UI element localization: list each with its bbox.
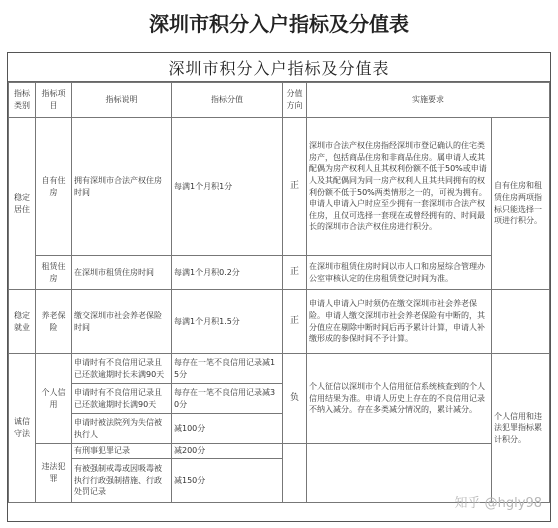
desc-credit-3: 申请时被法院列为失信被执行人 <box>72 414 172 444</box>
item-pension: 养老保险 <box>36 290 72 354</box>
dir-own-housing: 正 <box>283 118 307 256</box>
desc-credit-2: 申请时有不良信用记录且已还款逾期时长满90天 <box>72 384 172 414</box>
table-row <box>9 444 550 459</box>
category-stable-work: 稳定就业 <box>9 290 36 354</box>
header-description: 指标说明 <box>72 83 172 118</box>
score-violation-2: 减150分 <box>172 459 283 503</box>
header-item: 指标项目 <box>36 83 72 118</box>
score-credit-1: 每存在一笔不良信用记录减15分 <box>172 354 283 384</box>
item-violation: 违法犯罪 <box>36 444 72 503</box>
note-stable-work <box>492 290 550 354</box>
category-stable-residence: 稳定居住 <box>9 118 36 290</box>
desc-own-housing: 拥有深圳市合法产权住房时间 <box>72 118 172 256</box>
score-credit-2: 每存在一笔不良信用记录减30分 <box>172 384 283 414</box>
table-title: 深圳市积分入户指标及分值表 <box>8 53 550 82</box>
category-integrity: 诚信守法 <box>9 354 36 503</box>
score-violation-1: 减200分 <box>172 444 283 459</box>
table-row <box>9 256 550 290</box>
note-integrity: 个人信用和违法犯罪指标累计积分。 <box>492 354 550 503</box>
dir-violation <box>283 444 307 503</box>
table-row <box>9 290 550 354</box>
desc-violation-1: 有刑事犯罪记录 <box>72 444 172 459</box>
header-category: 指标类别 <box>9 83 36 118</box>
item-rental-housing: 租赁住房 <box>36 256 72 290</box>
score-table <box>8 82 550 503</box>
req-credit: 个人征信以深圳市个人信用征信系统核查到的个人信用结果为准。申请人历史上存在的不良信用记录不纳入减分。存在多类减分情况的，累计减分。 <box>307 354 492 444</box>
item-own-housing: 自有住房 <box>36 118 72 256</box>
desc-rental: 在深圳市租赁住房时间 <box>72 256 172 290</box>
score-own-housing: 每满1个月积1分 <box>172 118 283 256</box>
dir-rental: 正 <box>283 256 307 290</box>
note-stable-residence: 自有住房和租赁住房两项指标只能选择一项进行积分。 <box>492 118 550 290</box>
req-pension: 申请人申请入户时须仍在缴交深圳市社会养老保险。申请人缴交深圳市社会养老保险有中断的，其分值应在剔除中断时间后再予累计计算，申请人补缴形成的参保时间不予计算。 <box>307 290 492 354</box>
dir-pension: 正 <box>283 290 307 354</box>
dir-credit: 负 <box>283 354 307 444</box>
page-title: 深圳市积分入户指标及分值表 <box>149 11 409 36</box>
table-header-row <box>9 83 550 118</box>
req-rental: 在深圳市租赁住房时间以市人口和房屋综合管理办公室审核认定的住房租赁登记时间为准。 <box>307 256 492 290</box>
desc-pension: 缴交深圳市社会养老保险时间 <box>72 290 172 354</box>
score-rental: 每满1个月积0.2分 <box>172 256 283 290</box>
desc-credit-1: 申请时有不良信用记录且已还款逾期时长未满90天 <box>72 354 172 384</box>
table-row <box>9 118 550 256</box>
score-credit-3: 减100分 <box>172 414 283 444</box>
table-row <box>9 354 550 384</box>
score-pension: 每满1个月积1.5分 <box>172 290 283 354</box>
score-table-frame <box>7 52 551 522</box>
req-own-housing: 深圳市合法产权住房指经深圳市登记确认的住宅类房产，包括商品住房和非商品住房。属申请人或其配偶为房产权利人且其权利份额不低于50%或申请人及其配偶同为同一房产权利人且其共同拥有的权利份额不低于50%两类情形之一的，可视为拥有。申请人申请入户时应至少拥有一套深圳市合法产权住房，且仅可选择一套现在或曾经拥有的、时间最长的深圳市合法产权住房进行积分。 <box>307 118 492 256</box>
item-credit: 个人信用 <box>36 354 72 444</box>
header-score: 指标分值 <box>172 83 283 118</box>
header-requirement: 实施要求 <box>307 83 550 118</box>
watermark: 知乎 @hgly98 <box>454 496 542 511</box>
header-direction: 分值方向 <box>283 83 307 118</box>
desc-violation-2: 有被强制戒毒或因吸毒被执行行政强制措施、行政处罚记录 <box>72 459 172 503</box>
